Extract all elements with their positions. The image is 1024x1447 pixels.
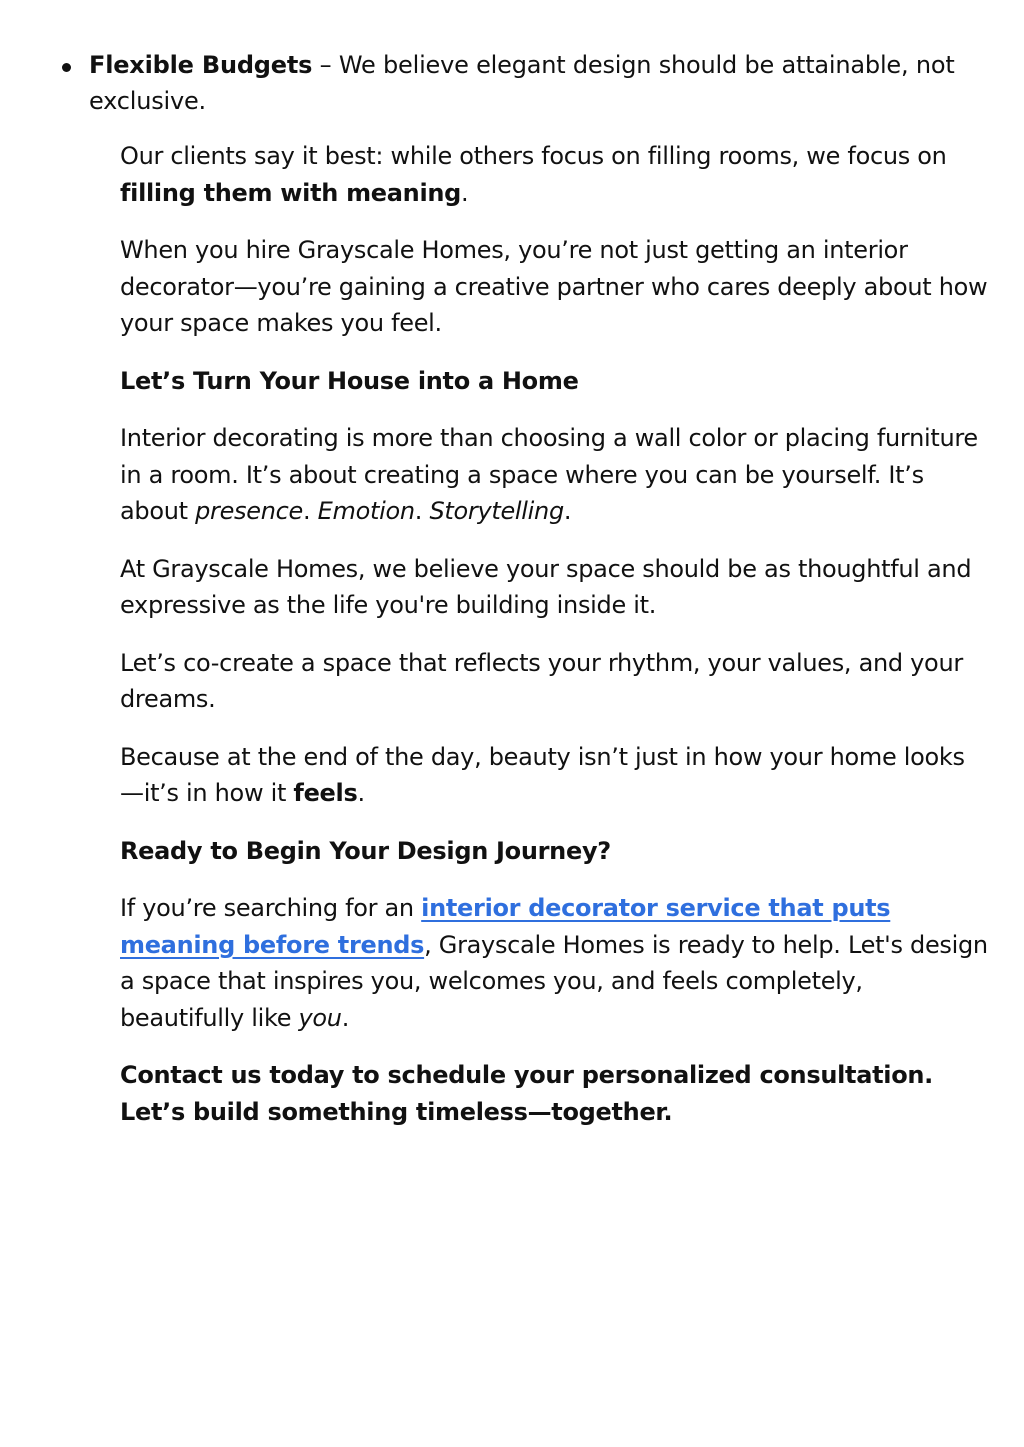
paragraph-hire-grayscale: When you hire Grayscale Homes, you’re not just getting an interior decorator—you’re gaining a creative partner who cares deeply about how your space makes you feel. <box>120 236 988 337</box>
paragraph-searching <box>120 890 990 1036</box>
paragraph-interior-decorating <box>120 420 990 530</box>
text-run: . <box>357 779 365 807</box>
bold-text: filling them with meaning <box>120 178 462 207</box>
paragraph-co-create: Let’s co-create a space that reflects your rhythm, your values, and your dreams. <box>120 648 963 713</box>
bullet-description: – We believe elegant design should be attainable, not exclusive. <box>89 51 955 115</box>
bullet-item-flexible-budgets <box>62 47 962 119</box>
bold-text: feels <box>293 779 358 807</box>
call-to-action: Contact us today to schedule your personalized consultation. Let’s build something timeless—together. <box>120 1061 934 1126</box>
paragraph-end-of-day <box>120 739 990 812</box>
text-run: . <box>414 497 430 525</box>
italic-text: Storytelling <box>429 497 564 525</box>
text-run: Our clients say it best: while others focus on filling rooms, we focus on <box>120 142 947 170</box>
bullet-text <box>89 47 962 119</box>
heading-ready-to-begin: Ready to Begin Your Design Journey? <box>120 836 611 865</box>
italic-text: Emotion <box>317 497 415 525</box>
text-run: . <box>341 1003 350 1032</box>
paragraph-at-grayscale: At Grayscale Homes, we believe your space should be as thoughtful and expressive as the life you're building inside it. <box>120 554 972 619</box>
bullet-title: Flexible Budgets <box>89 51 313 79</box>
interior-decorator-service-link[interactable]: interior decorator service that puts meaning before trends <box>120 894 891 959</box>
text-run: . <box>461 178 469 207</box>
text-run: , Grayscale Homes is ready to help. Let's design a space that inspires you, welcomes you, and feels completely, beautifully like <box>120 930 988 1032</box>
text-run: . <box>303 497 318 525</box>
text-run: Because at the end of the day, beauty isn’t just in how your home looks —it’s in how it <box>120 742 965 807</box>
paragraph-clients-say <box>120 138 990 211</box>
text-run: . <box>563 497 572 525</box>
italic-text: presence <box>195 497 303 525</box>
article-body <box>120 138 990 1151</box>
bullet-point <box>62 63 71 72</box>
text-run: Interior decorating is more than choosing a wall color or placing furniture in a room. It’s about creating a space where you can be yourself. It’s about <box>120 424 978 525</box>
text-run: If you’re searching for an <box>120 894 422 922</box>
italic-text: you <box>298 1003 342 1032</box>
heading-turn-house-into-home: Let’s Turn Your House into a Home <box>120 366 579 395</box>
